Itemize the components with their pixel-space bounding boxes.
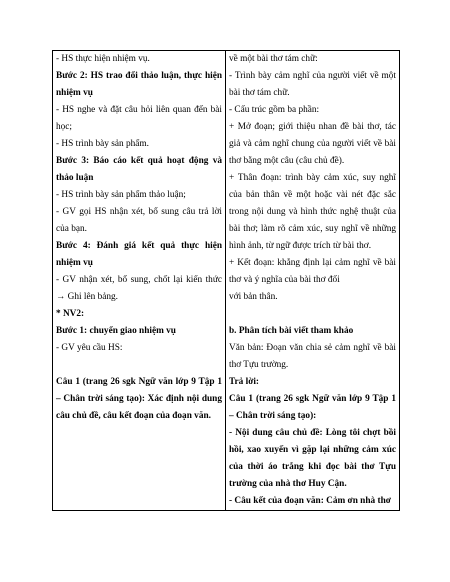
section-heading: b. Phân tích bài viết tham khảo <box>229 326 354 336</box>
left-line: - GV yêu cầu HS: <box>56 343 123 353</box>
right-line: Văn bản: Đoạn văn chia sẻ cảm nghĩ về bài thơ Tựu trường. <box>229 343 396 370</box>
step-heading: Bước 1: chuyển giao nhiệm vụ <box>56 326 176 336</box>
step-heading: Bước 2: HS trao đổi thảo luận, thực hiện nhiệm vụ <box>56 71 222 98</box>
step-heading: Bước 4: Đánh giá kết quả thực hiện nhiệm vụ <box>56 241 222 268</box>
left-line: - HS thực hiện nhiệm vụ. <box>56 54 150 64</box>
blank-line <box>229 306 396 323</box>
blank-line <box>56 357 222 374</box>
right-column <box>226 51 400 511</box>
question-text: Câu 1 (trang 26 sgk Ngữ văn lớp 9 Tập 1 – Chân trời sáng tạo): Xác định nội dung câu chủ đề, câu kết đoạn của đoạn văn. <box>56 377 222 421</box>
left-line: - GV gọi HS nhận xét, bổ sung câu trả lời của bạn. <box>56 207 222 234</box>
right-line: + Thân đoạn: trình bày cảm xúc, suy nghĩ của bản thân về một hoặc vài nét đặc sắc trong nội dung và hình thức nghệ thuật của bài thơ; làm rõ cảm xúc, suy nghĩ về những hình ảnh, từ ngữ được trích từ bài thơ. <box>229 173 396 251</box>
document-page <box>52 50 400 555</box>
left-column <box>53 51 226 511</box>
right-line: với bản thân. <box>229 292 278 302</box>
step-heading: Bước 3: Báo cáo kết quả hoạt động và thảo luận <box>56 156 222 183</box>
answer-label: Trả lời: <box>229 377 260 387</box>
right-line: + Kết đoạn: khẳng định lại cảm nghĩ về bài thơ và ý nghĩa của bài thơ đối <box>229 258 396 285</box>
right-line: - Cấu trúc gồm ba phần: <box>229 105 320 115</box>
right-line: về một bài thơ tám chữ: <box>229 54 318 64</box>
table-row <box>53 51 400 511</box>
left-line: - HS nghe và đặt câu hỏi liên quan đến bài học; <box>56 105 222 132</box>
task-heading: * NV2: <box>56 309 85 319</box>
left-line: - HS trình bày sản phẩm. <box>56 139 149 149</box>
answer-text: - Câu kết của đoạn văn: Cảm ơn nhà thơ <box>229 496 391 506</box>
answer-text: - Nội dung câu chủ đề: Lòng tôi chợt bồi hồi, xao xuyến vì gặp lại những cảm xúc của thời áo trắng khi đọc bài thơ Tựu trường của nhà thơ Huy Cận. <box>229 428 396 489</box>
right-line: + Mở đoạn; giới thiệu nhan đề bài thơ, tác giả và cảm nghĩ chung của người viết về bài thơ bằng một câu (câu chủ đề). <box>229 122 396 166</box>
left-line: - HS trình bày sản phẩm thảo luận; <box>56 190 186 200</box>
lesson-table <box>52 50 400 511</box>
right-line: - Trình bày cảm nghĩ của người viết về một bài thơ tám chữ. <box>229 71 396 98</box>
question-text: Câu 1 (trang 26 sgk Ngữ văn lớp 9 Tập 1 – Chân trời sáng tạo): <box>229 394 396 421</box>
left-line: - GV nhận xét, bổ sung, chốt lại kiến thức → Ghi lên bảng. <box>56 275 222 302</box>
